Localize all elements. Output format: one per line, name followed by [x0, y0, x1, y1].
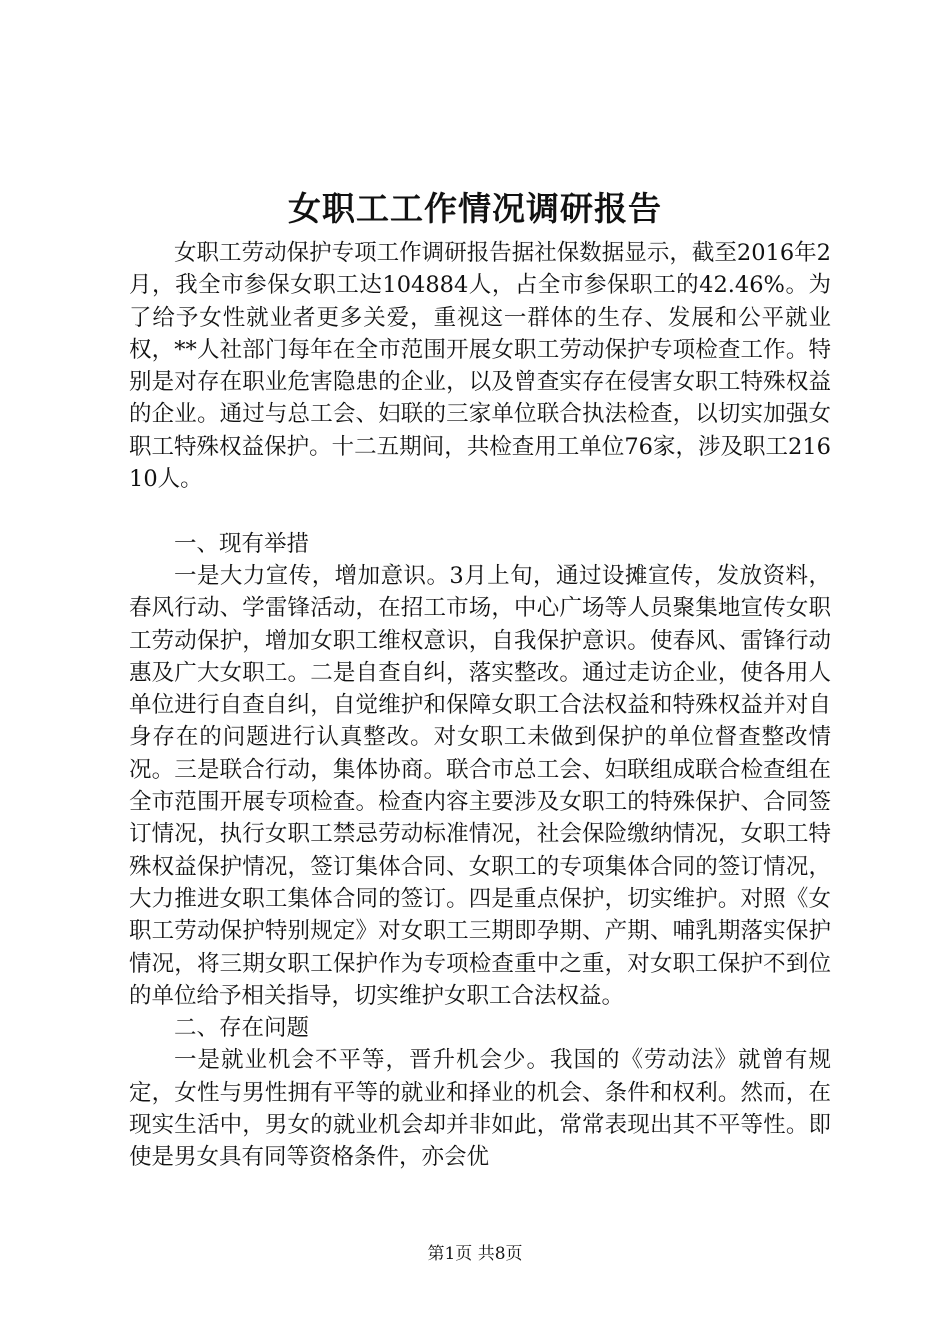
- section-heading-existing-measures: 一、现有举措: [174, 530, 310, 557]
- section-paragraph-existing-measures: 一是大力宣传，增加意识。3月上旬，通过设摊宣传，发放资料，春风行动、学雷锋活动，在招工市场，中心广场等人员聚集地宣传女职工劳动保护，增加女职工维权意识，自我保护意识。使春风、雷锋行动惠及广大女职工。二是自查自纠，落实整改。通过走访企业，使各用人单位进行自查自纠，自觉维护和保障女职工合法权益和特殊权益并对自身存在的问题进行认真整改。对女职工未做到保护的单位督查整改情况。三是联合行动，集体协商。联合市总工会、妇联组成联合检查组在全市范围开展专项检查。检查内容主要涉及女职工的特殊保护、合同签订情况，执行女职工禁忌劳动标准情况，社会保险缴纳情况，女职工特殊权益保护情况，签订集体合同、女职工的专项集体合同的签订情况，大力推进女职工集体合同的签订。四是重点保护，切实维护。对照《女职工劳动保护特别规定》对女职工三期即孕期、产期、哺乳期落实保护情况，将三期女职工保护作为专项检查重中之重，对女职工保护不到位的单位给予相关指导，切实维护女职工合法权益。: [129, 562, 831, 1009]
- document-title: 女职工工作情况调研报告: [288, 189, 662, 228]
- paragraph-gap: [129, 495, 831, 527]
- intro-paragraph: 女职工劳动保护专项工作调研报告据社保数据显示，截至2016年2月，我全市参保女职工达104884人，占全市参保职工的42.46%。为了给予女性就业者更多关爱，重视这一群体的生存、发展和公平就业权，**人社部门每年在全市范围开展女职工劳动保护专项检查工作。特别是对存在职业危害隐患的企业，以及曾查实存在侵害女职工特殊权益的企业。通过与总工会、妇联的三家单位联合执法检查，以切实加强女职工特殊权益保护。十二五期间，共检查用工单位76家，涉及职工21610人。: [129, 240, 831, 493]
- page-footer: 第1页 共8页: [427, 1244, 523, 1264]
- document-body: [129, 237, 831, 1174]
- section-heading-existing-problems: 二、存在问题: [174, 1015, 310, 1042]
- section-paragraph-existing-problems: 一是就业机会不平等，晋升机会少。我国的《劳动法》就曾有规定，女性与男性拥有平等的就业和择业的机会、条件和权利。然而，在现实生活中，男女的就业机会却并非如此，常常表现出其不平等性。即使是男女具有同等资格条件，亦会优: [129, 1047, 831, 1171]
